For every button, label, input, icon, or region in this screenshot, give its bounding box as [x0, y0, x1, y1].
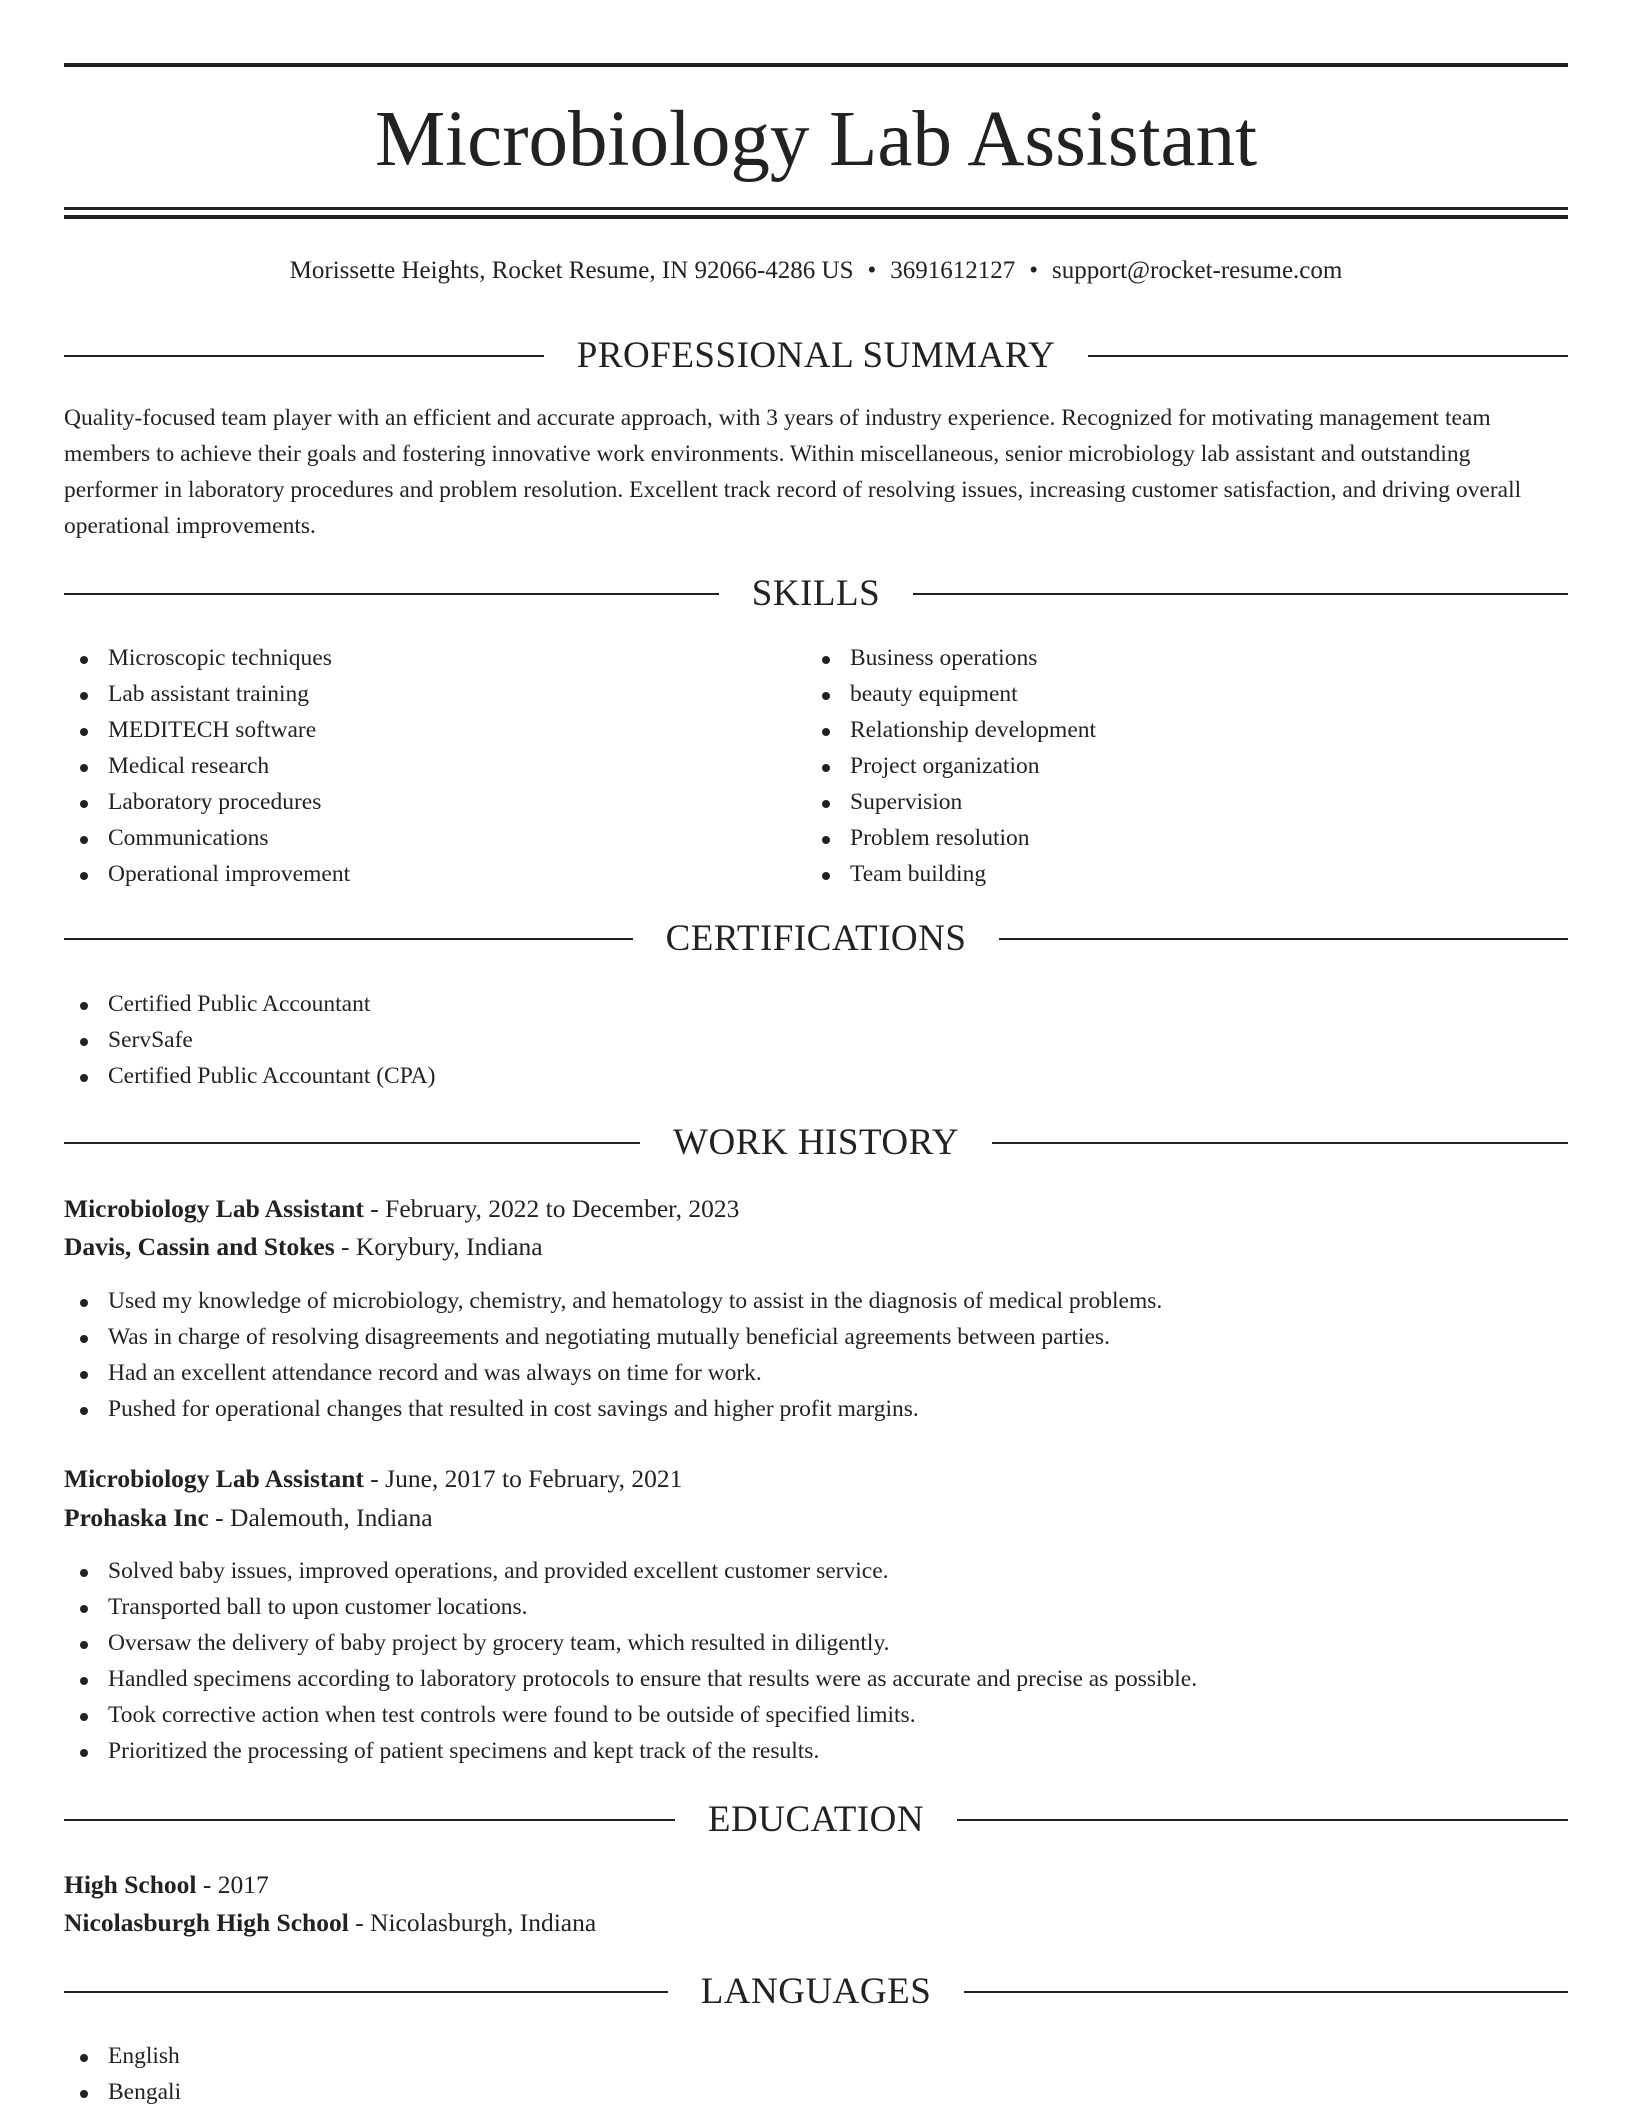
- contact-separator: •: [867, 257, 877, 284]
- education-school-line: [64, 1905, 596, 1941]
- skill-item: Medical research: [64, 748, 350, 784]
- certification-item: ServSafe: [64, 1022, 435, 1058]
- section-title: WORK HISTORY: [673, 1122, 959, 1163]
- skill-item: MEDITECH software: [64, 712, 350, 748]
- skill-item: Problem resolution: [806, 820, 1096, 856]
- heading-rule-right: [992, 1142, 1568, 1144]
- section-heading-certifications: [64, 917, 1568, 961]
- heading-rule-left: [64, 355, 544, 357]
- contact-line: [64, 254, 1568, 288]
- job-title-line: [64, 1461, 682, 1497]
- job-bullets: [64, 1283, 1162, 1427]
- job-bullets: [64, 1553, 1197, 1769]
- skill-item: Supervision: [806, 784, 1096, 820]
- job-location: - Korybury, Indiana: [334, 1232, 543, 1261]
- skills-list-right: [806, 640, 1096, 892]
- skill-item: Laboratory procedures: [64, 784, 350, 820]
- job-bullet: Was in charge of resolving disagreements and negotiating mutually beneficial agreements between parties.: [64, 1319, 1162, 1355]
- resume-name: Microbiology Lab Assistant: [374, 96, 1258, 183]
- section-title: LANGUAGES: [700, 1971, 932, 2012]
- section-heading-work-history: [64, 1121, 1568, 1165]
- heading-rule-left: [64, 1819, 675, 1821]
- heading-rule-right: [1088, 355, 1568, 357]
- skill-item: Project organization: [806, 748, 1096, 784]
- job-company: Prohaska Inc: [64, 1503, 209, 1532]
- heading-rule-left: [64, 593, 719, 595]
- job-bullet: Took corrective action when test controls were found to be outside of specified limits.: [64, 1697, 1197, 1733]
- education-degree: High School: [64, 1870, 197, 1899]
- language-item: English: [64, 2038, 181, 2074]
- section-heading-skills: [64, 572, 1568, 616]
- section-heading-summary: [64, 334, 1568, 378]
- certification-item: Certified Public Accountant: [64, 986, 435, 1022]
- skill-item: Lab assistant training: [64, 676, 350, 712]
- job-bullet: Prioritized the processing of patient specimens and kept track of the results.: [64, 1733, 1197, 1769]
- skill-item: Communications: [64, 820, 350, 856]
- heading-rule-right: [964, 1991, 1568, 1993]
- skill-item: Microscopic techniques: [64, 640, 350, 676]
- language-item: Bengali: [64, 2074, 181, 2110]
- section-heading-education: [64, 1798, 1568, 1842]
- section-title: PROFESSIONAL SUMMARY: [576, 335, 1056, 376]
- job-title-line: [64, 1191, 739, 1227]
- skill-item: Business operations: [806, 640, 1096, 676]
- job-company: Davis, Cassin and Stokes: [64, 1232, 335, 1261]
- heading-rule-left: [64, 1991, 668, 1993]
- header-top-rule: [64, 63, 1568, 67]
- summary-text: Quality-focused team player with an efficient and accurate approach, with 3 years of industry experience. Recognized for motivating management team members to achieve their goals and fostering innovative work environments. Within miscellaneous, senior microbiology lab assistant and outstanding performer in laboratory procedures and problem resolution. Excellent track record of resolving issues, increasing customer satisfaction, and driving overall operational improvements.: [64, 405, 1522, 539]
- job-bullet: Had an excellent attendance record and was always on time for work.: [64, 1355, 1162, 1391]
- job-bullet: Handled specimens according to laboratory protocols to ensure that results were as accurate and precise as possible.: [64, 1661, 1197, 1697]
- skill-item: beauty equipment: [806, 676, 1096, 712]
- skill-item: Team building: [806, 856, 1096, 892]
- job-bullet: Solved baby issues, improved operations, and provided excellent customer service.: [64, 1553, 1197, 1589]
- education-year: - 2017: [196, 1870, 269, 1899]
- contact-address: Morissette Heights, Rocket Resume, IN 92066-4286 US: [289, 257, 854, 284]
- header-double-rule-lower: [64, 215, 1568, 219]
- job-bullet: Pushed for operational changes that resulted in cost savings and higher profit margins.: [64, 1391, 1162, 1427]
- skill-item: Operational improvement: [64, 856, 350, 892]
- section-title: CERTIFICATIONS: [665, 918, 967, 959]
- contact-email[interactable]: support@rocket-resume.com: [1052, 257, 1343, 284]
- certifications-list: [64, 986, 435, 1094]
- heading-rule-right: [957, 1819, 1568, 1821]
- heading-rule-left: [64, 1142, 640, 1144]
- skill-item: Relationship development: [806, 712, 1096, 748]
- heading-rule-left: [64, 938, 633, 940]
- languages-list: [64, 2038, 181, 2110]
- section-title: EDUCATION: [707, 1799, 925, 1840]
- contact-separator: •: [1029, 257, 1039, 284]
- job-bullet: Oversaw the delivery of baby project by grocery team, which resulted in diligently.: [64, 1625, 1197, 1661]
- contact-phone: 3691612127: [890, 257, 1016, 284]
- header-double-rule-upper: [64, 207, 1568, 210]
- heading-rule-right: [913, 593, 1568, 595]
- section-heading-languages: [64, 1970, 1568, 2014]
- job-title: Microbiology Lab Assistant: [64, 1194, 364, 1223]
- job-company-line: [64, 1229, 543, 1265]
- job-dates: - June, 2017 to February, 2021: [363, 1464, 683, 1493]
- education-location: - Nicolasburgh, Indiana: [348, 1908, 597, 1937]
- education-school: Nicolasburgh High School: [64, 1908, 349, 1937]
- heading-rule-right: [999, 938, 1568, 940]
- job-location: - Dalemouth, Indiana: [208, 1503, 433, 1532]
- education-degree-line: [64, 1867, 269, 1903]
- job-title: Microbiology Lab Assistant: [64, 1464, 364, 1493]
- certification-item: Certified Public Accountant (CPA): [64, 1058, 435, 1094]
- job-dates: - February, 2022 to December, 2023: [363, 1194, 740, 1223]
- section-title: SKILLS: [751, 573, 881, 614]
- job-bullet: Transported ball to upon customer locations.: [64, 1589, 1197, 1625]
- job-company-line: [64, 1500, 433, 1536]
- job-bullet: Used my knowledge of microbiology, chemistry, and hematology to assist in the diagnosis of medical problems.: [64, 1283, 1162, 1319]
- skills-list-left: [64, 640, 350, 892]
